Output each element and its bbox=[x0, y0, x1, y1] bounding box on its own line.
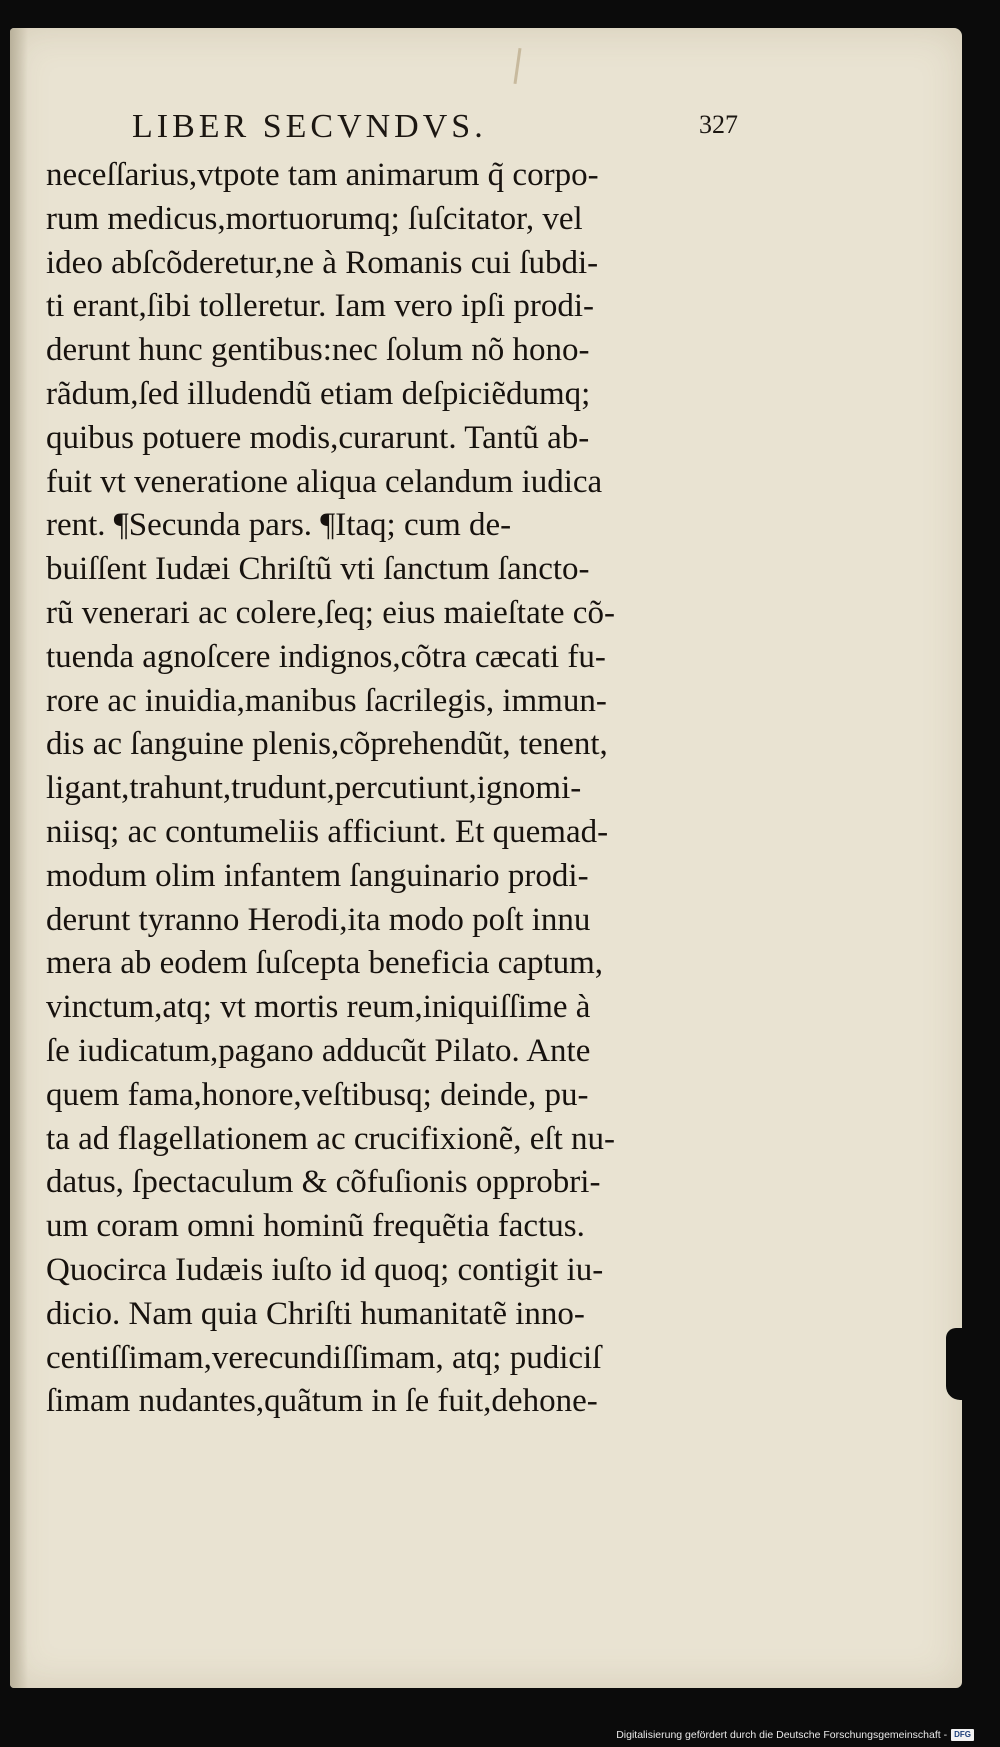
text-line: modum olim infantem ſanguinario prodi‑ bbox=[46, 857, 589, 894]
text-line: fuit vt veneratione aliqua celandum iudica bbox=[46, 463, 603, 500]
text-line: derunt tyranno Herodi,ita modo poſt innu bbox=[46, 901, 591, 938]
text-line: ta ad flagellationem ac crucifixionẽ, eſt nu‑ bbox=[46, 1120, 615, 1157]
text-line: quibus potuere modis,curarunt. Tantũ ab‑ bbox=[46, 419, 590, 456]
text-line: Quocirca Iudæis iuſto id quoq; contigit iu‑ bbox=[46, 1251, 604, 1288]
text-line: quem fama,honore,veſtibusq; deinde, pu‑ bbox=[46, 1076, 589, 1113]
text-line: rum medicus,mortuorumq; ſuſcitator, vel bbox=[46, 200, 583, 237]
text-block bbox=[46, 154, 766, 1424]
running-title: LIBER SECVNDVS. bbox=[132, 108, 487, 145]
text-line: dis ac ſanguine plenis,cõprehendũt, tenent, bbox=[46, 726, 608, 763]
torn-edge bbox=[946, 1328, 968, 1400]
text-line: dicio. Nam quia Chriſti humanitatẽ inno‑ bbox=[46, 1295, 585, 1332]
text-line: um coram omni hominũ frequẽtia factus. bbox=[46, 1208, 585, 1245]
text-line: rãdum,ſed illudendũ etiam deſpiciẽdumq; bbox=[46, 375, 591, 412]
text-line: ideo abſcõderetur,ne à Romanis cui ſubdi‑ bbox=[46, 244, 599, 281]
text-line: derunt hunc gentibus:nec ſolum nõ hono‑ bbox=[46, 332, 590, 369]
folio-number: 327 bbox=[699, 110, 738, 139]
text-line: ti erant,ſibi tolleretur. Iam vero ipſi prodi‑ bbox=[46, 288, 595, 325]
gutter-shadow bbox=[10, 28, 28, 1688]
text-line: ſe iudicatum,pagano adducũt Pilato. Ante bbox=[46, 1032, 591, 1069]
text-line: niisq; ac contumeliis afficiunt. Et quemad‑ bbox=[46, 813, 609, 850]
dfg-logo-icon: DFG bbox=[951, 1729, 974, 1741]
running-head bbox=[118, 108, 738, 148]
text-line: datus, ſpectaculum & cõfuſionis opprobri‑ bbox=[46, 1164, 601, 1201]
text-line: rore ac inuidia,manibus ſacrilegis, immun‑ bbox=[46, 682, 607, 719]
text-line: ligant,trahunt,trudunt,percutiunt,ignomi‑ bbox=[46, 770, 582, 807]
text-line: vinctum,atq; vt mortis reum,iniquiſſime à bbox=[46, 989, 591, 1026]
text-line: centiſſimam,verecundiſſimam, atq; pudiciſ bbox=[46, 1339, 602, 1376]
text-line: ſimam nudantes,quãtum in ſe fuit,dehone‑ bbox=[46, 1383, 598, 1420]
text-line: tuenda agnoſcere indignos,cõtra cæcati fu‑ bbox=[46, 638, 606, 675]
text-line: neceſſarius,vtpote tam animarum q̃ corpo‑ bbox=[46, 157, 599, 193]
credit-text: Digitalisierung gefördert durch die Deutsche Forschungsgemeinschaft - bbox=[616, 1729, 948, 1741]
text-line: rũ venerari ac colere,ſeq; eius maieſtate cõ‑ bbox=[46, 594, 615, 631]
text-line: mera ab eodem ſuſcepta beneficia captum, bbox=[46, 945, 604, 982]
text-line: rent. ¶Secunda pars. ¶Itaq; cum de‑ bbox=[46, 507, 512, 544]
text-line: buiſſent Iudæi Chriſtũ vti ſanctum ſancto‑ bbox=[46, 551, 590, 588]
thread-mark bbox=[514, 48, 522, 84]
digitization-credit bbox=[616, 1729, 974, 1741]
